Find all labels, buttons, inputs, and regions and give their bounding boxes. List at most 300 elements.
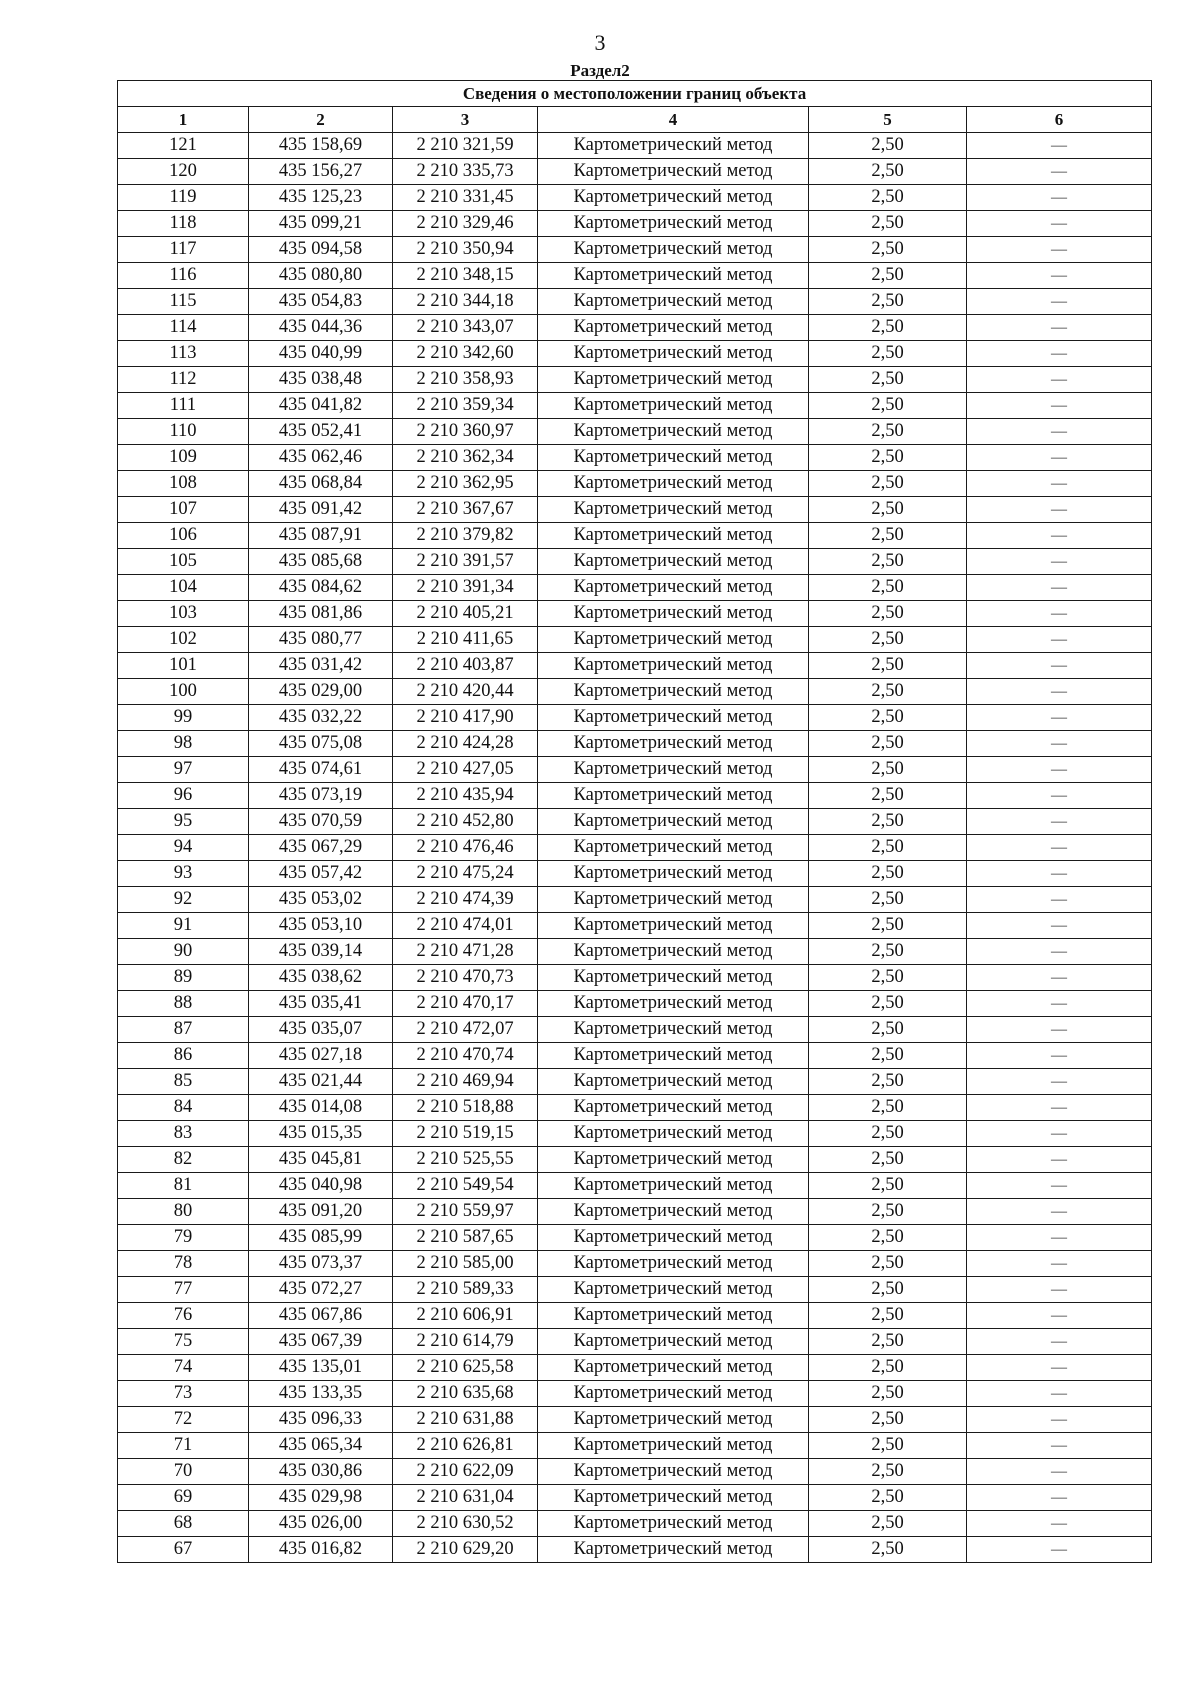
cell-method: Картометрический метод bbox=[538, 185, 809, 211]
table-row bbox=[118, 757, 1152, 783]
cell-method: Картометрический метод bbox=[538, 1017, 809, 1043]
cell-x-coordinate: 435 099,21 bbox=[249, 211, 393, 237]
cell-x-coordinate: 435 040,98 bbox=[249, 1173, 393, 1199]
cell-point-number: 97 bbox=[118, 757, 249, 783]
cell-accuracy: 2,50 bbox=[809, 1251, 967, 1277]
cell-y-coordinate: 2 210 435,94 bbox=[393, 783, 538, 809]
cell-method: Картометрический метод bbox=[538, 1147, 809, 1173]
cell-description bbox=[967, 367, 1152, 393]
cell-x-coordinate: 435 029,00 bbox=[249, 679, 393, 705]
cell-point-number: 79 bbox=[118, 1225, 249, 1251]
cell-x-coordinate: 435 032,22 bbox=[249, 705, 393, 731]
cell-point-number: 82 bbox=[118, 1147, 249, 1173]
cell-point-number: 67 bbox=[118, 1537, 249, 1563]
dash-mark: — bbox=[1051, 189, 1068, 206]
cell-method: Картометрический метод bbox=[538, 471, 809, 497]
cell-point-number: 99 bbox=[118, 705, 249, 731]
cell-x-coordinate: 435 156,27 bbox=[249, 159, 393, 185]
cell-description bbox=[967, 1459, 1152, 1485]
table-row bbox=[118, 315, 1152, 341]
cell-method: Картометрический метод bbox=[538, 1069, 809, 1095]
cell-x-coordinate: 435 091,20 bbox=[249, 1199, 393, 1225]
cell-description bbox=[967, 1303, 1152, 1329]
cell-method: Картометрический метод bbox=[538, 367, 809, 393]
cell-accuracy: 2,50 bbox=[809, 887, 967, 913]
column-header-row bbox=[118, 107, 1152, 133]
cell-accuracy: 2,50 bbox=[809, 679, 967, 705]
cell-y-coordinate: 2 210 331,45 bbox=[393, 185, 538, 211]
cell-description bbox=[967, 497, 1152, 523]
cell-method: Картометрический метод bbox=[538, 627, 809, 653]
cell-point-number: 110 bbox=[118, 419, 249, 445]
table-row bbox=[118, 549, 1152, 575]
cell-point-number: 120 bbox=[118, 159, 249, 185]
cell-accuracy: 2,50 bbox=[809, 1277, 967, 1303]
cell-description bbox=[967, 679, 1152, 705]
cell-x-coordinate: 435 029,98 bbox=[249, 1485, 393, 1511]
cell-accuracy: 2,50 bbox=[809, 757, 967, 783]
cell-point-number: 116 bbox=[118, 263, 249, 289]
cell-x-coordinate: 435 044,36 bbox=[249, 315, 393, 341]
cell-accuracy: 2,50 bbox=[809, 1511, 967, 1537]
table-row bbox=[118, 731, 1152, 757]
table-row bbox=[118, 1095, 1152, 1121]
dash-mark: — bbox=[1051, 137, 1068, 154]
cell-x-coordinate: 435 015,35 bbox=[249, 1121, 393, 1147]
dash-mark: — bbox=[1051, 423, 1068, 440]
cell-description bbox=[967, 263, 1152, 289]
cell-accuracy: 2,50 bbox=[809, 419, 967, 445]
cell-accuracy: 2,50 bbox=[809, 1199, 967, 1225]
dash-mark: — bbox=[1051, 1021, 1068, 1038]
dash-mark: — bbox=[1051, 1177, 1068, 1194]
cell-y-coordinate: 2 210 405,21 bbox=[393, 601, 538, 627]
cell-method: Картометрический метод bbox=[538, 1199, 809, 1225]
cell-method: Картометрический метод bbox=[538, 1251, 809, 1277]
cell-y-coordinate: 2 210 342,60 bbox=[393, 341, 538, 367]
cell-description bbox=[967, 341, 1152, 367]
table-row bbox=[118, 1407, 1152, 1433]
cell-x-coordinate: 435 014,08 bbox=[249, 1095, 393, 1121]
cell-y-coordinate: 2 210 362,95 bbox=[393, 471, 538, 497]
dash-mark: — bbox=[1051, 241, 1068, 258]
table-title: Сведения о местоположении границ объекта bbox=[118, 81, 1152, 107]
dash-mark: — bbox=[1051, 1463, 1068, 1480]
dash-mark: — bbox=[1051, 917, 1068, 934]
table-body bbox=[118, 133, 1152, 1563]
cell-method: Картометрический метод bbox=[538, 237, 809, 263]
dash-mark: — bbox=[1051, 1255, 1068, 1272]
dash-mark: — bbox=[1051, 1047, 1068, 1064]
cell-accuracy: 2,50 bbox=[809, 835, 967, 861]
table-row bbox=[118, 1017, 1152, 1043]
dash-mark: — bbox=[1051, 1359, 1068, 1376]
cell-accuracy: 2,50 bbox=[809, 315, 967, 341]
cell-accuracy: 2,50 bbox=[809, 445, 967, 471]
cell-description bbox=[967, 939, 1152, 965]
cell-y-coordinate: 2 210 559,97 bbox=[393, 1199, 538, 1225]
table-row bbox=[118, 1069, 1152, 1095]
cell-y-coordinate: 2 210 635,68 bbox=[393, 1381, 538, 1407]
table-row bbox=[118, 1433, 1152, 1459]
cell-method: Картометрический метод bbox=[538, 601, 809, 627]
cell-description bbox=[967, 1277, 1152, 1303]
cell-point-number: 75 bbox=[118, 1329, 249, 1355]
page-number: 3 bbox=[594, 30, 606, 55]
cell-point-number: 93 bbox=[118, 861, 249, 887]
dash-mark: — bbox=[1051, 657, 1068, 674]
column-header-2: 2 bbox=[249, 107, 393, 133]
dash-mark: — bbox=[1051, 1333, 1068, 1350]
cell-x-coordinate: 435 075,08 bbox=[249, 731, 393, 757]
cell-accuracy: 2,50 bbox=[809, 471, 967, 497]
dash-mark: — bbox=[1051, 579, 1068, 596]
cell-method: Картометрический метод bbox=[538, 263, 809, 289]
cell-accuracy: 2,50 bbox=[809, 289, 967, 315]
cell-description bbox=[967, 315, 1152, 341]
cell-y-coordinate: 2 210 622,09 bbox=[393, 1459, 538, 1485]
dash-mark: — bbox=[1051, 293, 1068, 310]
cell-y-coordinate: 2 210 471,28 bbox=[393, 939, 538, 965]
cell-y-coordinate: 2 210 470,74 bbox=[393, 1043, 538, 1069]
cell-x-coordinate: 435 038,62 bbox=[249, 965, 393, 991]
cell-point-number: 118 bbox=[118, 211, 249, 237]
cell-y-coordinate: 2 210 335,73 bbox=[393, 159, 538, 185]
cell-point-number: 71 bbox=[118, 1433, 249, 1459]
cell-description bbox=[967, 1485, 1152, 1511]
table-row bbox=[118, 913, 1152, 939]
cell-method: Картометрический метод bbox=[538, 1095, 809, 1121]
cell-accuracy: 2,50 bbox=[809, 1121, 967, 1147]
cell-method: Картометрический метод bbox=[538, 1043, 809, 1069]
cell-point-number: 96 bbox=[118, 783, 249, 809]
cell-method: Картометрический метод bbox=[538, 913, 809, 939]
dash-mark: — bbox=[1051, 1541, 1068, 1558]
cell-point-number: 76 bbox=[118, 1303, 249, 1329]
cell-description bbox=[967, 861, 1152, 887]
cell-description bbox=[967, 159, 1152, 185]
cell-x-coordinate: 435 054,83 bbox=[249, 289, 393, 315]
cell-method: Картометрический метод bbox=[538, 965, 809, 991]
cell-method: Картометрический метод bbox=[538, 991, 809, 1017]
table-row bbox=[118, 1173, 1152, 1199]
cell-accuracy: 2,50 bbox=[809, 1485, 967, 1511]
table-row bbox=[118, 419, 1152, 445]
dash-mark: — bbox=[1051, 449, 1068, 466]
cell-method: Картометрический метод bbox=[538, 679, 809, 705]
cell-accuracy: 2,50 bbox=[809, 809, 967, 835]
table-row bbox=[118, 263, 1152, 289]
cell-accuracy: 2,50 bbox=[809, 575, 967, 601]
cell-description bbox=[967, 1381, 1152, 1407]
cell-method: Картометрический метод bbox=[538, 887, 809, 913]
cell-y-coordinate: 2 210 518,88 bbox=[393, 1095, 538, 1121]
cell-y-coordinate: 2 210 474,01 bbox=[393, 913, 538, 939]
table-row bbox=[118, 965, 1152, 991]
cell-y-coordinate: 2 210 391,57 bbox=[393, 549, 538, 575]
cell-y-coordinate: 2 210 452,80 bbox=[393, 809, 538, 835]
dash-mark: — bbox=[1051, 215, 1068, 232]
cell-point-number: 72 bbox=[118, 1407, 249, 1433]
table-title-row bbox=[118, 81, 1152, 107]
cell-x-coordinate: 435 094,58 bbox=[249, 237, 393, 263]
cell-y-coordinate: 2 210 411,65 bbox=[393, 627, 538, 653]
cell-accuracy: 2,50 bbox=[809, 1459, 967, 1485]
cell-method: Картометрический метод bbox=[538, 705, 809, 731]
cell-accuracy: 2,50 bbox=[809, 263, 967, 289]
cell-accuracy: 2,50 bbox=[809, 523, 967, 549]
cell-point-number: 108 bbox=[118, 471, 249, 497]
cell-description bbox=[967, 419, 1152, 445]
cell-description bbox=[967, 913, 1152, 939]
cell-y-coordinate: 2 210 343,07 bbox=[393, 315, 538, 341]
cell-method: Картометрический метод bbox=[538, 341, 809, 367]
cell-method: Картометрический метод bbox=[538, 289, 809, 315]
cell-accuracy: 2,50 bbox=[809, 133, 967, 159]
table-row bbox=[118, 1459, 1152, 1485]
dash-mark: — bbox=[1051, 605, 1068, 622]
cell-point-number: 69 bbox=[118, 1485, 249, 1511]
dash-mark: — bbox=[1051, 761, 1068, 778]
dash-mark: — bbox=[1051, 1489, 1068, 1506]
cell-y-coordinate: 2 210 629,20 bbox=[393, 1537, 538, 1563]
cell-point-number: 78 bbox=[118, 1251, 249, 1277]
cell-accuracy: 2,50 bbox=[809, 991, 967, 1017]
cell-description bbox=[967, 393, 1152, 419]
cell-accuracy: 2,50 bbox=[809, 653, 967, 679]
table-row bbox=[118, 1121, 1152, 1147]
table-row bbox=[118, 237, 1152, 263]
cell-method: Картометрический метод bbox=[538, 809, 809, 835]
dash-mark: — bbox=[1051, 839, 1068, 856]
cell-x-coordinate: 435 133,35 bbox=[249, 1381, 393, 1407]
cell-x-coordinate: 435 067,39 bbox=[249, 1329, 393, 1355]
dash-mark: — bbox=[1051, 1151, 1068, 1168]
cell-x-coordinate: 435 035,41 bbox=[249, 991, 393, 1017]
cell-description bbox=[967, 731, 1152, 757]
cell-description bbox=[967, 1225, 1152, 1251]
cell-point-number: 102 bbox=[118, 627, 249, 653]
table-row bbox=[118, 341, 1152, 367]
cell-point-number: 100 bbox=[118, 679, 249, 705]
cell-method: Картометрический метод bbox=[538, 549, 809, 575]
cell-x-coordinate: 435 080,80 bbox=[249, 263, 393, 289]
dash-mark: — bbox=[1051, 553, 1068, 570]
cell-description bbox=[967, 965, 1152, 991]
cell-y-coordinate: 2 210 631,04 bbox=[393, 1485, 538, 1511]
cell-description bbox=[967, 783, 1152, 809]
cell-accuracy: 2,50 bbox=[809, 185, 967, 211]
cell-method: Картометрический метод bbox=[538, 1303, 809, 1329]
table-row bbox=[118, 367, 1152, 393]
cell-method: Картометрический метод bbox=[538, 1433, 809, 1459]
cell-point-number: 95 bbox=[118, 809, 249, 835]
cell-method: Картометрический метод bbox=[538, 1459, 809, 1485]
cell-point-number: 74 bbox=[118, 1355, 249, 1381]
cell-description bbox=[967, 445, 1152, 471]
cell-description bbox=[967, 1407, 1152, 1433]
cell-accuracy: 2,50 bbox=[809, 965, 967, 991]
cell-point-number: 106 bbox=[118, 523, 249, 549]
cell-method: Картометрический метод bbox=[538, 211, 809, 237]
cell-accuracy: 2,50 bbox=[809, 861, 967, 887]
cell-y-coordinate: 2 210 472,07 bbox=[393, 1017, 538, 1043]
cell-x-coordinate: 435 158,69 bbox=[249, 133, 393, 159]
cell-method: Картометрический метод bbox=[538, 133, 809, 159]
cell-y-coordinate: 2 210 614,79 bbox=[393, 1329, 538, 1355]
cell-description bbox=[967, 575, 1152, 601]
cell-accuracy: 2,50 bbox=[809, 1381, 967, 1407]
cell-accuracy: 2,50 bbox=[809, 341, 967, 367]
cell-description bbox=[967, 627, 1152, 653]
cell-y-coordinate: 2 210 420,44 bbox=[393, 679, 538, 705]
cell-x-coordinate: 435 045,81 bbox=[249, 1147, 393, 1173]
cell-x-coordinate: 435 085,68 bbox=[249, 549, 393, 575]
dash-mark: — bbox=[1051, 1411, 1068, 1428]
table-row bbox=[118, 705, 1152, 731]
cell-description bbox=[967, 549, 1152, 575]
cell-point-number: 114 bbox=[118, 315, 249, 341]
cell-accuracy: 2,50 bbox=[809, 237, 967, 263]
cell-description bbox=[967, 1173, 1152, 1199]
cell-x-coordinate: 435 125,23 bbox=[249, 185, 393, 211]
cell-y-coordinate: 2 210 417,90 bbox=[393, 705, 538, 731]
cell-method: Картометрический метод bbox=[538, 419, 809, 445]
dash-mark: — bbox=[1051, 1229, 1068, 1246]
cell-y-coordinate: 2 210 630,52 bbox=[393, 1511, 538, 1537]
table-row bbox=[118, 1355, 1152, 1381]
table-row bbox=[118, 1329, 1152, 1355]
dash-mark: — bbox=[1051, 501, 1068, 518]
cell-accuracy: 2,50 bbox=[809, 211, 967, 237]
column-header-1: 1 bbox=[118, 107, 249, 133]
table-row bbox=[118, 835, 1152, 861]
section-label: Раздел2 bbox=[570, 61, 630, 80]
cell-accuracy: 2,50 bbox=[809, 159, 967, 185]
cell-y-coordinate: 2 210 350,94 bbox=[393, 237, 538, 263]
dash-mark: — bbox=[1051, 865, 1068, 882]
cell-point-number: 109 bbox=[118, 445, 249, 471]
cell-point-number: 70 bbox=[118, 1459, 249, 1485]
cell-description bbox=[967, 1511, 1152, 1537]
cell-accuracy: 2,50 bbox=[809, 1173, 967, 1199]
table-row bbox=[118, 601, 1152, 627]
cell-y-coordinate: 2 210 359,34 bbox=[393, 393, 538, 419]
cell-x-coordinate: 435 084,62 bbox=[249, 575, 393, 601]
cell-y-coordinate: 2 210 391,34 bbox=[393, 575, 538, 601]
cell-point-number: 94 bbox=[118, 835, 249, 861]
cell-x-coordinate: 435 057,42 bbox=[249, 861, 393, 887]
table-row bbox=[118, 809, 1152, 835]
cell-accuracy: 2,50 bbox=[809, 1043, 967, 1069]
cell-description bbox=[967, 1251, 1152, 1277]
cell-point-number: 77 bbox=[118, 1277, 249, 1303]
cell-accuracy: 2,50 bbox=[809, 705, 967, 731]
dash-mark: — bbox=[1051, 345, 1068, 362]
cell-x-coordinate: 435 031,42 bbox=[249, 653, 393, 679]
table-row bbox=[118, 393, 1152, 419]
dash-mark: — bbox=[1051, 943, 1068, 960]
cell-method: Картометрический метод bbox=[538, 393, 809, 419]
cell-description bbox=[967, 1537, 1152, 1563]
cell-point-number: 88 bbox=[118, 991, 249, 1017]
dash-mark: — bbox=[1051, 787, 1068, 804]
cell-method: Картометрический метод bbox=[538, 757, 809, 783]
table-row bbox=[118, 1511, 1152, 1537]
cell-y-coordinate: 2 210 424,28 bbox=[393, 731, 538, 757]
cell-method: Картометрический метод bbox=[538, 653, 809, 679]
dash-mark: — bbox=[1051, 709, 1068, 726]
cell-x-coordinate: 435 085,99 bbox=[249, 1225, 393, 1251]
cell-description bbox=[967, 211, 1152, 237]
cell-accuracy: 2,50 bbox=[809, 601, 967, 627]
cell-y-coordinate: 2 210 344,18 bbox=[393, 289, 538, 315]
table-row bbox=[118, 185, 1152, 211]
dash-mark: — bbox=[1051, 371, 1068, 388]
table-row bbox=[118, 861, 1152, 887]
cell-description bbox=[967, 705, 1152, 731]
cell-description bbox=[967, 1017, 1152, 1043]
cell-x-coordinate: 435 030,86 bbox=[249, 1459, 393, 1485]
cell-x-coordinate: 435 073,19 bbox=[249, 783, 393, 809]
cell-description bbox=[967, 185, 1152, 211]
dash-mark: — bbox=[1051, 1203, 1068, 1220]
dash-mark: — bbox=[1051, 891, 1068, 908]
cell-x-coordinate: 435 021,44 bbox=[249, 1069, 393, 1095]
boundary-coordinates-table bbox=[117, 80, 1152, 1563]
cell-x-coordinate: 435 016,82 bbox=[249, 1537, 393, 1563]
cell-x-coordinate: 435 062,46 bbox=[249, 445, 393, 471]
cell-y-coordinate: 2 210 367,67 bbox=[393, 497, 538, 523]
cell-point-number: 84 bbox=[118, 1095, 249, 1121]
cell-x-coordinate: 435 039,14 bbox=[249, 939, 393, 965]
cell-point-number: 101 bbox=[118, 653, 249, 679]
cell-method: Картометрический метод bbox=[538, 1407, 809, 1433]
cell-point-number: 73 bbox=[118, 1381, 249, 1407]
cell-description bbox=[967, 289, 1152, 315]
cell-description bbox=[967, 1069, 1152, 1095]
cell-method: Картометрический метод bbox=[538, 731, 809, 757]
dash-mark: — bbox=[1051, 319, 1068, 336]
cell-accuracy: 2,50 bbox=[809, 939, 967, 965]
dash-mark: — bbox=[1051, 813, 1068, 830]
table-row bbox=[118, 783, 1152, 809]
cell-accuracy: 2,50 bbox=[809, 1329, 967, 1355]
cell-accuracy: 2,50 bbox=[809, 549, 967, 575]
dash-mark: — bbox=[1051, 1385, 1068, 1402]
table-row bbox=[118, 1277, 1152, 1303]
cell-y-coordinate: 2 210 358,93 bbox=[393, 367, 538, 393]
cell-x-coordinate: 435 135,01 bbox=[249, 1355, 393, 1381]
cell-accuracy: 2,50 bbox=[809, 1407, 967, 1433]
cell-method: Картометрический метод bbox=[538, 939, 809, 965]
cell-point-number: 117 bbox=[118, 237, 249, 263]
cell-description bbox=[967, 1121, 1152, 1147]
cell-point-number: 85 bbox=[118, 1069, 249, 1095]
table-row bbox=[118, 1225, 1152, 1251]
column-header-5: 5 bbox=[809, 107, 967, 133]
dash-mark: — bbox=[1051, 1515, 1068, 1532]
cell-method: Картометрический метод bbox=[538, 1485, 809, 1511]
cell-description bbox=[967, 1355, 1152, 1381]
cell-method: Картометрический метод bbox=[538, 575, 809, 601]
cell-method: Картометрический метод bbox=[538, 783, 809, 809]
cell-x-coordinate: 435 074,61 bbox=[249, 757, 393, 783]
cell-description bbox=[967, 133, 1152, 159]
table-row bbox=[118, 1381, 1152, 1407]
cell-x-coordinate: 435 068,84 bbox=[249, 471, 393, 497]
table-row bbox=[118, 523, 1152, 549]
